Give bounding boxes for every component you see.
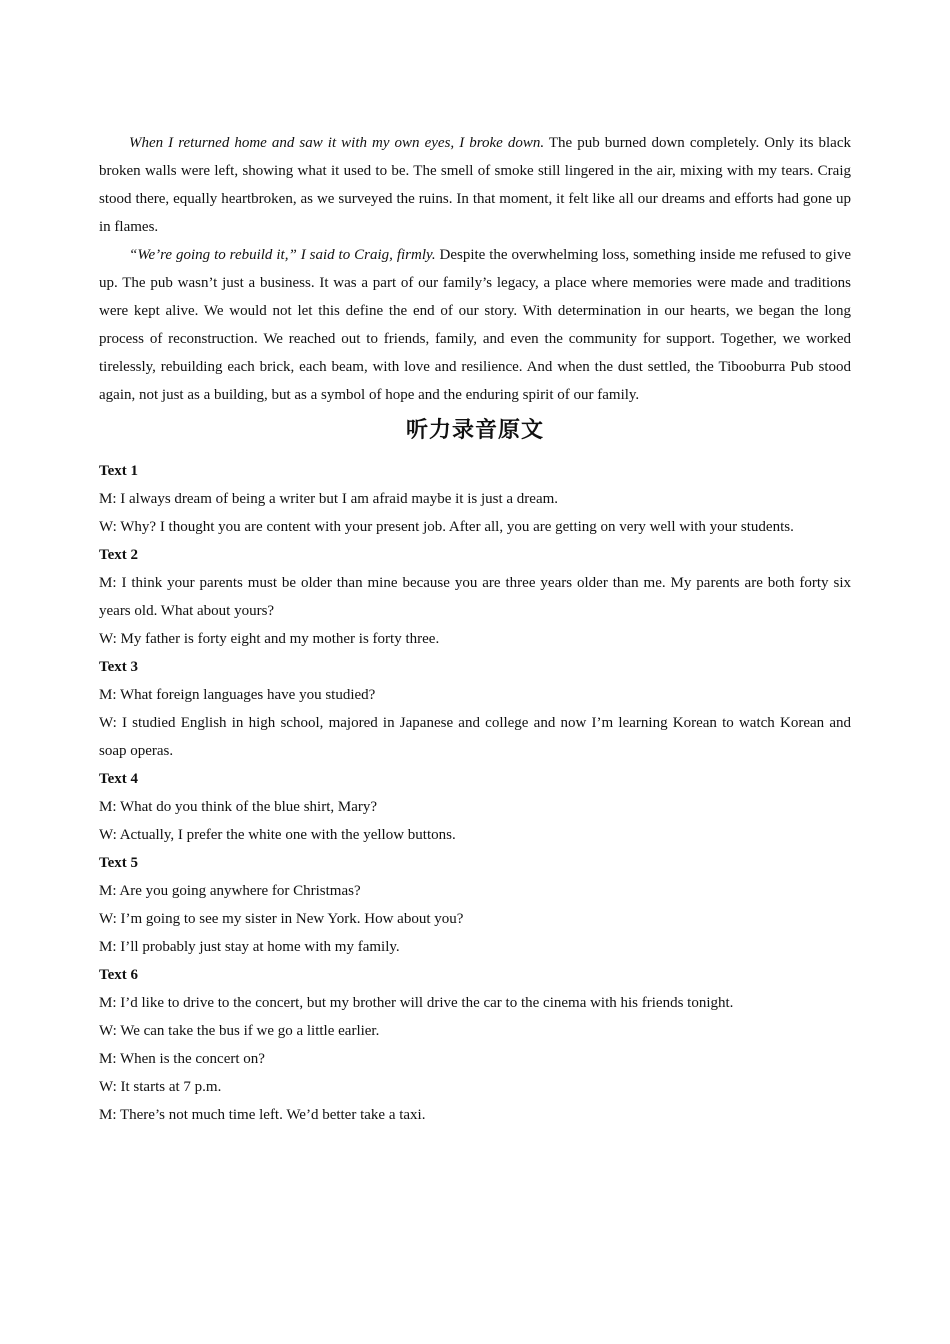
dialogue-line: M: I’d like to drive to the concert, but my brother will drive the car to the cinema with his friends tonight.: [99, 995, 734, 1011]
story-paragraph-2: [99, 241, 851, 409]
story-paragraph-1: [99, 129, 851, 241]
dialogue-line: M: I always dream of being a writer but I am afraid maybe it is just a dream.: [99, 491, 559, 507]
dialogue-line: M: I’ll probably just stay at home with my family.: [99, 939, 400, 955]
text-heading: Text 6: [99, 967, 139, 983]
dialogue-line: M: There’s not much time left. We’d better take a taxi.: [99, 1107, 426, 1123]
paragraph-body: Despite the overwhelming loss, something inside me refused to give up. The pub wasn’t just a business. It was a part of our family’s legacy, a place where memories were made and traditions were kept alive. We would not let this define the end of our story. With determination in our hearts, we began the long process of reconstruction. We reached out to friends, family, and even the community for support. Together, we worked tirelessly, rebuilding each brick, each beam, with love and resilience. And when the dust settled, the Tibooburra Pub stood again, not just as a building, but as a symbol of hope and the enduring spirit of our family.: [99, 247, 852, 403]
transcript-text-1: [99, 457, 851, 541]
dialogue-line: W: It starts at 7 p.m.: [99, 1079, 222, 1095]
paragraph-body: The pub burned down completely. Only its black broken walls were left, showing what it used to be. The smell of smoke still lingered in the air, mixing with my tears. Craig stood there, equally heartbroken, as we surveyed the ruins. In that moment, it felt like all our dreams and efforts had gone up in flames.: [99, 135, 851, 235]
paragraph-lead-sentence: “We’re going to rebuild it,” I said to Craig, firmly.: [129, 247, 436, 263]
dialogue-line: W: Actually, I prefer the white one with the yellow buttons.: [99, 827, 456, 843]
dialogue-line: M: What foreign languages have you studied?: [99, 687, 376, 703]
dialogue-line: M: What do you think of the blue shirt, Mary?: [99, 799, 378, 815]
text-heading: Text 2: [99, 547, 139, 563]
transcript-text-2: [99, 541, 851, 653]
dialogue-line: W: I’m going to see my sister in New York. How about you?: [99, 911, 464, 927]
dialogue-line: M: I think your parents must be older than mine because you are three years older than me. My parents are both forty six years old. What about yours?: [99, 575, 851, 619]
text-heading: Text 5: [99, 855, 139, 871]
text-heading: Text 1: [99, 463, 139, 479]
transcript-text-4: [99, 765, 851, 849]
text-heading: Text 3: [99, 659, 139, 675]
dialogue-line: M: Are you going anywhere for Christmas?: [99, 883, 361, 899]
paragraph-lead-sentence: When I returned home and saw it with my own eyes, I broke down.: [129, 135, 545, 151]
text-heading: Text 4: [99, 771, 139, 787]
dialogue-line: W: Why? I thought you are content with your present job. After all, you are getting on very well with your students.: [99, 519, 794, 535]
dialogue-line: W: We can take the bus if we go a little earlier.: [99, 1023, 380, 1039]
dialogue-line: M: When is the concert on?: [99, 1051, 265, 1067]
transcript-text-3: [99, 653, 851, 765]
dialogue-line: W: My father is forty eight and my mother is forty three.: [99, 631, 440, 647]
transcript-text-6: [99, 961, 851, 1129]
dialogue-line: W: I studied English in high school, majored in Japanese and college and now I’m learning Korean to watch Korean and soap operas.: [99, 715, 851, 759]
transcript-title: 听力录音原文: [405, 418, 544, 443]
transcript-text-5: [99, 849, 851, 961]
document-page: [99, 129, 851, 1129]
